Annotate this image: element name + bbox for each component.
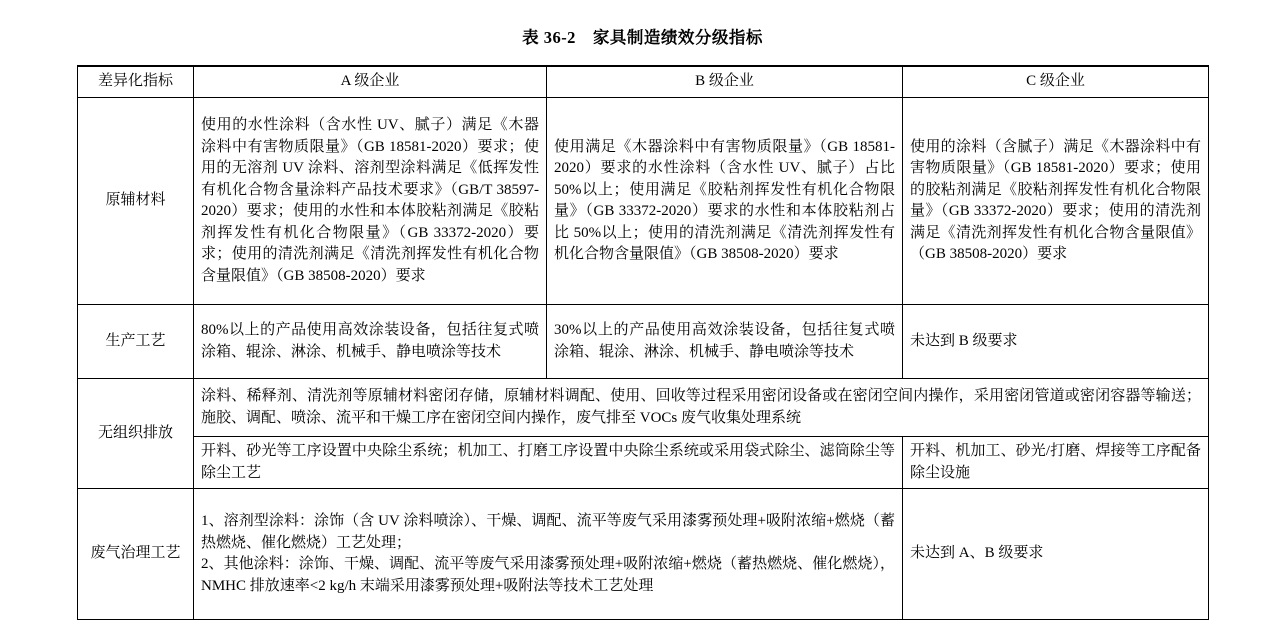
header-cell-indicator: 差异化指标 [78,66,194,98]
row-raw-materials [78,98,1209,305]
row-production-process [78,305,1209,379]
table-title: 表 36-2 家具制造绩效分级指标 [522,28,763,47]
cell-production-process-grade-a: 80%以上的产品使用高效涂装设备，包括往复式喷涂箱、辊涂、淋涂、机械手、静电喷涂等技术 [194,305,547,379]
cell-fugitive-emissions-all-grades: 涂料、稀释剂、清洗剂等原辅材料密闭存储，原辅材料调配、使用、回收等过程采用密闭设备或在密闭空间内操作，采用密闭管道或密闭容器等输送；施胶、调配、喷涂、流平和干燥工序在密闭空间内操作，废气排至 VOCs 废气收集处理系统 [194,379,1209,437]
header-cell-grade-c: C 级企业 [903,66,1209,98]
cell-raw-materials-grade-a: 使用的水性涂料（含水性 UV、腻子）满足《木器涂料中有害物质限量》（GB 18581-2020）要求；使用的无溶剂 UV 涂料、溶剂型涂料满足《低挥发性有机化合物含量涂料产品技术要求》（GB/T 38597-2020）要求；使用的水性和本体胶粘剂满足《胶粘剂挥发性有机化合物限量》（GB 33372-2020）要求；使用的清洗剂满足《清洗剂挥发性有机化合物含量限值》（GB 38508-2020）要求 [194,98,547,305]
row-fugitive-emissions-2 [78,437,1209,489]
waste-gas-treatment-item-2: 2、其他涂料：涂饰、干燥、调配、流平等废气采用漆雾预处理+吸附浓缩+燃烧（蓄热燃烧、催化燃烧），NMHC 排放速率<2 kg/h 末端采用漆雾预处理+吸附法等技术工艺处理 [201,556,895,594]
row-fugitive-emissions-1 [78,379,1209,437]
row-waste-gas-treatment [78,489,1209,620]
header-cell-grade-b: B 级企业 [547,66,903,98]
cell-raw-materials-grade-b: 使用满足《木器涂料中有害物质限量》（GB 18581-2020）要求的水性涂料（含水性 UV、腻子）占比 50%以上；使用满足《胶粘剂挥发性有机化合物限量》（GB 33372-2020）要求的水性和本体胶粘剂占比 50%以上；使用的清洗剂满足《清洗剂挥发性有机化合物含量限值》（GB 38508-2020）要求 [547,98,903,305]
row-label-waste-gas-treatment: 废气治理工艺 [78,489,194,620]
row-label-raw-materials: 原辅材料 [78,98,194,305]
cell-waste-gas-treatment-grades-ab [194,489,903,620]
cell-waste-gas-treatment-grade-c: 未达到 A、B 级要求 [903,489,1209,620]
row-label-fugitive-emissions: 无组织排放 [78,379,194,489]
performance-grading-table [77,65,1209,620]
cell-raw-materials-grade-c: 使用的涂料（含腻子）满足《木器涂料中有害物质限量》（GB 18581-2020）要求；使用的胶粘剂满足《胶粘剂挥发性有机化合物限量》（GB 33372-2020）要求；使用的清洗剂满足《清洗剂挥发性有机化合物含量限值》（GB 38508-2020）要求 [903,98,1209,305]
cell-fugitive-emissions-grade-c: 开料、机加工、砂光/打磨、焊接等工序配备除尘设施 [903,437,1209,489]
header-cell-grade-a: A 级企业 [194,66,547,98]
row-label-production-process: 生产工艺 [78,305,194,379]
cell-production-process-grade-b: 30%以上的产品使用高效涂装设备，包括往复式喷涂箱、辊涂、淋涂、机械手、静电喷涂等技术 [547,305,903,379]
cell-fugitive-emissions-grades-ab: 开料、砂光等工序设置中央除尘系统；机加工、打磨工序设置中央除尘系统或采用袋式除尘、滤筒除尘等除尘工艺 [194,437,903,489]
table-header-row [78,66,1209,98]
cell-production-process-grade-c: 未达到 B 级要求 [903,305,1209,379]
waste-gas-treatment-item-1: 1、溶剂型涂料：涂饰（含 UV 涂料喷涂）、干燥、调配、流平等废气采用漆雾预处理+吸附浓缩+燃烧（蓄热燃烧、催化燃烧）工艺处理； [201,513,895,551]
